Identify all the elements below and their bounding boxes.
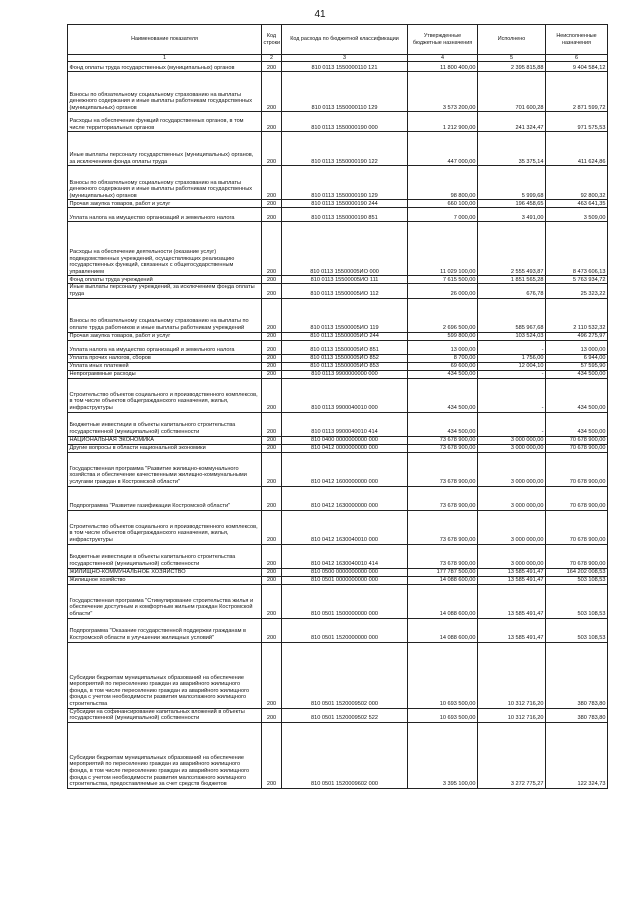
table-row	[68, 354, 608, 362]
row-unexecuted: 463 641,35	[546, 200, 608, 208]
row-code: 200	[262, 584, 282, 618]
table-row	[68, 132, 608, 166]
table-row	[68, 584, 608, 618]
table-body	[68, 62, 608, 788]
row-unexecuted: 434 500,00	[546, 378, 608, 412]
row-code: 200	[262, 370, 282, 378]
row-name: Непрограммные расходы	[68, 370, 262, 378]
table-row	[68, 568, 608, 576]
table-row	[68, 618, 608, 642]
row-approved: 73 678 900,00	[408, 436, 478, 444]
row-name: Субсидии бюджетам муниципальных образований на обеспечение мероприятий по переселению граждан из аварийного жилищного фонда, в том числе переселению граждан из аварийного жилищного фонда с учетом необходимости развития малоэтажного жилищного строительства	[68, 642, 262, 708]
table-row	[68, 362, 608, 370]
row-executed: 3 000 000,00	[478, 486, 546, 510]
column-number: 3	[282, 55, 408, 62]
row-name: Субсидии на софинансирование капитальных вложений в объекты государственной (муниципальной) собственности	[68, 708, 262, 722]
row-budget-code: 810 0113 1550000110 121	[282, 62, 408, 72]
row-code: 200	[262, 112, 282, 132]
row-executed: 103 524,03	[478, 332, 546, 340]
row-code: 200	[262, 62, 282, 72]
table-row	[68, 72, 608, 112]
row-unexecuted: 92 800,32	[546, 166, 608, 200]
table-row	[68, 510, 608, 544]
row-approved: 177 787 500,00	[408, 568, 478, 576]
row-executed: 35 375,14	[478, 132, 546, 166]
row-approved: 73 678 900,00	[408, 486, 478, 510]
table-row	[68, 112, 608, 132]
row-approved: 73 678 900,00	[408, 510, 478, 544]
row-name: Взносы по обязательному социальному страхованию на выплаты денежного содержания и иные выплаты работникам государственных (муниципальных) органов	[68, 72, 262, 112]
row-executed: 196 458,65	[478, 200, 546, 208]
row-unexecuted: 6 944,00	[546, 354, 608, 362]
row-unexecuted: 496 275,97	[546, 332, 608, 340]
header-approved: Утвержденные бюджетные назначения	[408, 25, 478, 55]
row-executed: 13 585 491,47	[478, 568, 546, 576]
row-budget-code: 810 0113 15500005ИО 000	[282, 222, 408, 276]
column-number: 6	[546, 55, 608, 62]
table-row	[68, 298, 608, 332]
row-unexecuted: 70 678 900,00	[546, 452, 608, 486]
row-unexecuted: 434 500,00	[546, 412, 608, 436]
row-budget-code: 810 0113 1550000110 129	[282, 72, 408, 112]
row-budget-code: 810 0113 15500005ИО 852	[282, 354, 408, 362]
row-code: 200	[262, 354, 282, 362]
row-budget-code: 810 0501 0000000000 000	[282, 576, 408, 584]
row-executed: 1 756,00	[478, 354, 546, 362]
row-approved: 3 573 200,00	[408, 72, 478, 112]
row-code: 200	[262, 544, 282, 568]
row-unexecuted: 70 678 900,00	[546, 486, 608, 510]
row-name: ЖИЛИЩНО-КОММУНАЛЬНОЕ ХОЗЯЙСТВО	[68, 568, 262, 576]
row-unexecuted: 380 783,80	[546, 642, 608, 708]
row-code: 200	[262, 362, 282, 370]
row-unexecuted: 70 678 900,00	[546, 436, 608, 444]
row-approved: 7 615 500,00	[408, 276, 478, 284]
header-budget-code: Код расхода по бюджетной классификации	[282, 25, 408, 55]
row-unexecuted: 122 324,73	[546, 722, 608, 788]
row-code: 200	[262, 436, 282, 444]
row-approved: 14 088 600,00	[408, 618, 478, 642]
row-approved: 3 395 100,00	[408, 722, 478, 788]
table-row	[68, 722, 608, 788]
table-row	[68, 370, 608, 378]
row-name: Жилищное хозяйство	[68, 576, 262, 584]
header-name: Наименование показателя	[68, 25, 262, 55]
row-approved: 660 100,00	[408, 200, 478, 208]
table-row	[68, 222, 608, 276]
table-row	[68, 378, 608, 412]
row-budget-code: 810 0113 9900040010 414	[282, 412, 408, 436]
row-budget-code: 810 0113 1550000190 000	[282, 112, 408, 132]
row-approved: 599 800,00	[408, 332, 478, 340]
row-name: Государственная программа "Развитие жилищно-коммунального хозяйства и обеспечение качественными жилищно-коммунальными услугами граждан в Костромской области"	[68, 452, 262, 486]
row-approved: 10 693 500,00	[408, 642, 478, 708]
table-row	[68, 412, 608, 436]
row-budget-code: 810 0113 15500005ИО 112	[282, 284, 408, 298]
row-executed: -	[478, 378, 546, 412]
row-budget-code: 810 0501 1520000000 000	[282, 618, 408, 642]
row-unexecuted: 971 575,53	[546, 112, 608, 132]
row-name: Субсидии бюджетам муниципальных образований на обеспечение мероприятий по переселению граждан из аварийного жилищного фонда, в том числе переселению граждан из аварийного жилищного фонда с учетом необходимости развития малоэтажного жилищного строительства, предоставляемые за счет средств бюджетов	[68, 722, 262, 788]
row-executed: 10 312 716,20	[478, 708, 546, 722]
row-executed: 3 000 000,00	[478, 436, 546, 444]
row-unexecuted: 503 108,53	[546, 584, 608, 618]
row-code: 200	[262, 222, 282, 276]
row-name: Другие вопросы в области национальной экономики	[68, 444, 262, 452]
row-executed: 701 600,28	[478, 72, 546, 112]
row-unexecuted: 70 678 900,00	[546, 444, 608, 452]
column-number-row	[68, 55, 608, 62]
table-row	[68, 62, 608, 72]
row-budget-code: 810 0113 15500005ИО 853	[282, 362, 408, 370]
row-unexecuted: 70 678 900,00	[546, 510, 608, 544]
row-unexecuted: 8 473 606,13	[546, 222, 608, 276]
row-name: Взносы по обязательному социальному страхованию на выплаты денежного содержания и иные выплаты работникам государственных (муниципальных) органов	[68, 166, 262, 200]
row-unexecuted: 3 509,00	[546, 208, 608, 222]
row-name: Подпрограмма "Развитие газификации Костромской области"	[68, 486, 262, 510]
budget-execution-table	[67, 24, 608, 789]
row-name: Строительство объектов социального и производственного комплексов, в том числе объектов общегражданского назначения, жилья, инфраструктуры	[68, 378, 262, 412]
row-executed: 585 967,68	[478, 298, 546, 332]
row-executed: 3 000 000,00	[478, 544, 546, 568]
header-unexecuted: Неисполненные назначения	[546, 25, 608, 55]
row-code: 200	[262, 332, 282, 340]
row-budget-code: 810 0501 1520009602 000	[282, 722, 408, 788]
row-approved: 10 693 500,00	[408, 708, 478, 722]
row-name: Иные выплаты персоналу государственных (муниципальных) органов, за исключением фонда оплаты труда	[68, 132, 262, 166]
column-number: 1	[68, 55, 262, 62]
row-executed: 12 004,10	[478, 362, 546, 370]
row-approved: 14 088 600,00	[408, 576, 478, 584]
row-unexecuted: 9 404 584,12	[546, 62, 608, 72]
row-code: 200	[262, 378, 282, 412]
row-name: Прочая закупка товаров, работ и услуг	[68, 200, 262, 208]
row-approved: 8 700,00	[408, 354, 478, 362]
row-code: 200	[262, 708, 282, 722]
row-code: 200	[262, 642, 282, 708]
row-executed: 5 999,68	[478, 166, 546, 200]
row-code: 200	[262, 200, 282, 208]
row-name: Уплата прочих налогов, сборов	[68, 354, 262, 362]
row-approved: 11 800 400,00	[408, 62, 478, 72]
row-executed: 3 000 000,00	[478, 510, 546, 544]
row-code: 200	[262, 452, 282, 486]
row-approved: 434 500,00	[408, 370, 478, 378]
row-code: 200	[262, 618, 282, 642]
table-row	[68, 166, 608, 200]
row-executed: 3 000 000,00	[478, 444, 546, 452]
row-budget-code: 810 0113 1550000190 851	[282, 208, 408, 222]
row-approved: 11 029 100,00	[408, 222, 478, 276]
row-executed: 3 491,00	[478, 208, 546, 222]
table-row	[68, 436, 608, 444]
column-number: 4	[408, 55, 478, 62]
row-approved: 14 088 600,00	[408, 584, 478, 618]
row-unexecuted: 164 202 008,53	[546, 568, 608, 576]
row-budget-code: 810 0113 1550000190 122	[282, 132, 408, 166]
row-code: 200	[262, 486, 282, 510]
row-executed: 241 324,47	[478, 112, 546, 132]
table-header-row	[68, 25, 608, 55]
table-row	[68, 276, 608, 284]
row-budget-code: 810 0400 0000000000 000	[282, 436, 408, 444]
row-name: Уплата иных платежей	[68, 362, 262, 370]
row-name: Бюджетные инвестиции в объекты капитального строительства государственной (муниципальной) собственности	[68, 412, 262, 436]
row-executed: 13 585 491,47	[478, 584, 546, 618]
row-code: 200	[262, 298, 282, 332]
row-approved: 13 000,00	[408, 340, 478, 354]
row-code: 200	[262, 722, 282, 788]
row-unexecuted: 411 624,86	[546, 132, 608, 166]
page-number: 41	[314, 9, 326, 20]
row-budget-code: 810 0113 15500005ИО 851	[282, 340, 408, 354]
table-row	[68, 708, 608, 722]
row-name: Иные выплаты персоналу учреждений, за исключением фонда оплаты труда	[68, 284, 262, 298]
row-unexecuted: 434 500,00	[546, 370, 608, 378]
column-number: 5	[478, 55, 546, 62]
row-code: 200	[262, 444, 282, 452]
row-approved: 73 678 900,00	[408, 544, 478, 568]
row-code: 200	[262, 208, 282, 222]
row-approved: 434 500,00	[408, 378, 478, 412]
row-code: 200	[262, 412, 282, 436]
row-code: 200	[262, 132, 282, 166]
table-row	[68, 200, 608, 208]
table-row	[68, 332, 608, 340]
row-executed: -	[478, 412, 546, 436]
row-budget-code: 810 0412 1630040010 000	[282, 510, 408, 544]
row-budget-code: 810 0412 1630040010 414	[282, 544, 408, 568]
row-code: 200	[262, 166, 282, 200]
row-budget-code: 810 0113 9900040010 000	[282, 378, 408, 412]
row-budget-code: 810 0113 9900000000 000	[282, 370, 408, 378]
row-code: 200	[262, 284, 282, 298]
row-unexecuted: 13 000,00	[546, 340, 608, 354]
row-approved: 2 696 500,00	[408, 298, 478, 332]
header-code: Код строки	[262, 25, 282, 55]
row-budget-code: 810 0412 1630000000 000	[282, 486, 408, 510]
table-row	[68, 642, 608, 708]
row-executed: 1 851 565,28	[478, 276, 546, 284]
row-approved: 26 000,00	[408, 284, 478, 298]
row-executed: -	[478, 340, 546, 354]
row-name: Бюджетные инвестиции в объекты капитального строительства государственной (муниципальной) собственности	[68, 544, 262, 568]
row-budget-code: 810 0113 15500005ИО 111	[282, 276, 408, 284]
row-budget-code: 810 0501 1500000000 000	[282, 584, 408, 618]
table-row	[68, 576, 608, 584]
row-name: Расходы на обеспечение функций государственных органов, в том числе территориальных органов	[68, 112, 262, 132]
row-code: 200	[262, 510, 282, 544]
row-budget-code: 810 0501 1520009502 000	[282, 642, 408, 708]
table-row	[68, 444, 608, 452]
row-executed: -	[478, 370, 546, 378]
row-name: Государственная программа "Стимулирование строительства жилья и обеспечение доступным и комфортным жильем граждан Костромской области"	[68, 584, 262, 618]
row-executed: 13 585 491,47	[478, 618, 546, 642]
row-name: Строительство объектов социального и производственного комплексов, в том числе объектов общегражданского назначения, жилья, инфраструктуры	[68, 510, 262, 544]
row-name: Взносы по обязательному социальному страхованию на выплаты по оплате труда работников и иные выплаты работникам учреждений	[68, 298, 262, 332]
row-unexecuted: 2 110 532,32	[546, 298, 608, 332]
row-unexecuted: 70 678 900,00	[546, 544, 608, 568]
table-row	[68, 340, 608, 354]
row-code: 200	[262, 568, 282, 576]
row-approved: 73 678 900,00	[408, 444, 478, 452]
row-budget-code: 810 0412 1600000000 000	[282, 452, 408, 486]
row-budget-code: 810 0113 1550000190 244	[282, 200, 408, 208]
row-code: 200	[262, 340, 282, 354]
row-approved: 98 800,00	[408, 166, 478, 200]
row-approved: 73 678 900,00	[408, 452, 478, 486]
row-budget-code: 810 0113 15500005ИО 244	[282, 332, 408, 340]
row-executed: 3 000 000,00	[478, 452, 546, 486]
row-approved: 1 212 900,00	[408, 112, 478, 132]
row-unexecuted: 503 108,53	[546, 576, 608, 584]
row-name: Уплата налога на имущество организаций и земельного налога	[68, 340, 262, 354]
row-budget-code: 810 0113 1550000190 129	[282, 166, 408, 200]
row-unexecuted: 57 595,90	[546, 362, 608, 370]
row-approved: 69 600,00	[408, 362, 478, 370]
table-row	[68, 486, 608, 510]
row-executed: 676,78	[478, 284, 546, 298]
row-unexecuted: 5 763 934,72	[546, 276, 608, 284]
row-approved: 434 500,00	[408, 412, 478, 436]
table-row	[68, 284, 608, 298]
row-name: Расходы на обеспечение деятельности (оказание услуг) подведомственных учреждений, осуществляющих реализацию государственных функций, связанных с общегосударственным управлением	[68, 222, 262, 276]
row-name: Фонд оплаты труда государственных (муниципальных) органов	[68, 62, 262, 72]
row-code: 200	[262, 72, 282, 112]
table-row	[68, 208, 608, 222]
row-budget-code: 810 0412 0000000000 000	[282, 444, 408, 452]
row-executed: 13 585 491,47	[478, 576, 546, 584]
column-number: 2	[262, 55, 282, 62]
row-unexecuted: 503 108,53	[546, 618, 608, 642]
row-name: НАЦИОНАЛЬНАЯ ЭКОНОМИКА	[68, 436, 262, 444]
row-budget-code: 810 0500 0000000000 000	[282, 568, 408, 576]
table-row	[68, 544, 608, 568]
row-name: Уплата налога на имущество организаций и земельного налога	[68, 208, 262, 222]
row-executed: 2 555 493,87	[478, 222, 546, 276]
row-name: Подпрограмма "Оказание государственной поддержки гражданам в Костромской области в улучшении жилищных условий"	[68, 618, 262, 642]
row-executed: 3 272 775,27	[478, 722, 546, 788]
row-approved: 447 000,00	[408, 132, 478, 166]
row-name: Фонд оплаты труда учреждений	[68, 276, 262, 284]
row-budget-code: 810 0113 15500005ИО 119	[282, 298, 408, 332]
row-code: 200	[262, 276, 282, 284]
row-executed: 2 395 815,88	[478, 62, 546, 72]
row-code: 200	[262, 576, 282, 584]
row-unexecuted: 25 323,22	[546, 284, 608, 298]
row-budget-code: 810 0501 1520009502 522	[282, 708, 408, 722]
row-approved: 7 000,00	[408, 208, 478, 222]
row-unexecuted: 380 783,80	[546, 708, 608, 722]
row-executed: 10 312 716,20	[478, 642, 546, 708]
row-unexecuted: 2 871 599,72	[546, 72, 608, 112]
table-row	[68, 452, 608, 486]
header-executed: Исполнено	[478, 25, 546, 55]
row-name: Прочая закупка товаров, работ и услуг	[68, 332, 262, 340]
